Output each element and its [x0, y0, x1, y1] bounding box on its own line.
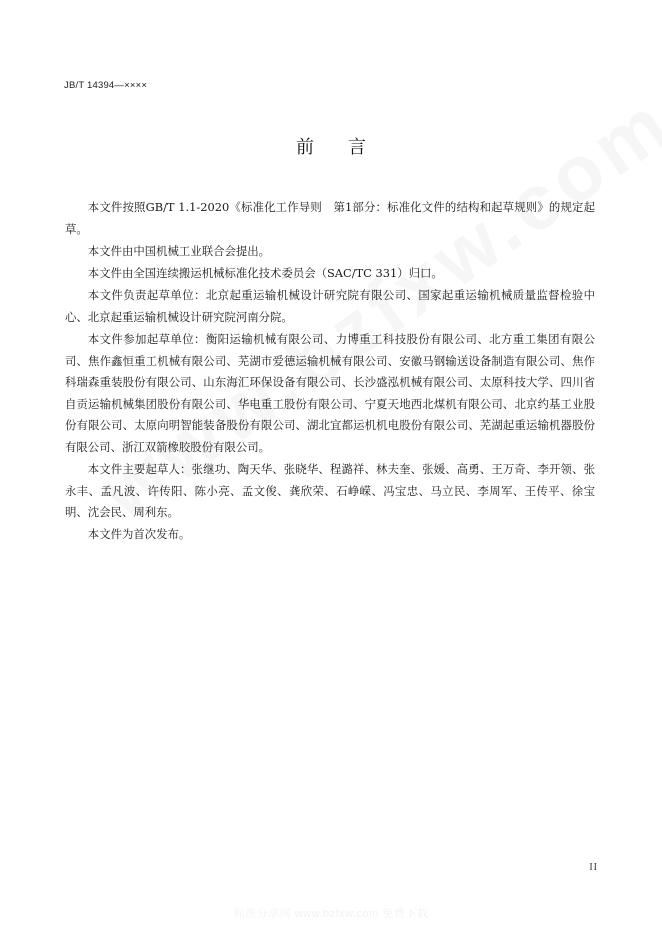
paragraph-responsible-drafters: 本文件负责起草单位：北京起重运输机械设计研究院有限公司、国家起重运输机械质量监督检验中心、北京起重运输机械设计研究院河南分院。: [65, 288, 595, 324]
foreword-body: [65, 197, 595, 547]
document-code: JB/T 14394—××××: [64, 80, 148, 91]
page-title: 前言: [296, 137, 400, 158]
paragraph-participating-drafters: 本文件参加起草单位：衡阳运输机械有限公司、力博重工科技股份有限公司、北方重工集团有限公司、焦作鑫恒重工机械有限公司、芜湖市爱德运输机械有限公司、安徽马钢输送设备制造有限公司、焦作科瑞森重装股份有限公司、山东海汇环保设备有限公司、长沙盛泓机械有限公司、太原科技大学、四川省自贡运输机械集团股份有限公司、华电重工股份有限公司、宁夏天地西北煤机有限公司、北京约基工业股份有限公司、太原向明智能装备股份有限公司、湖北宜都运机机电股份有限公司、芜湖起重运输机器股份有限公司、浙江双箭橡胶股份有限公司。: [65, 331, 595, 454]
footer-watermark: 标准分享网 www.bzfxw.com 免费下载: [233, 908, 429, 920]
paragraph-drafting-rules: 本文件按照GB/T 1.1-2020《标准化工作导则 第1部分：标准化文件的结构和起草规则》的规定起草。: [65, 200, 595, 236]
paragraph-first-release: 本文件为首次发布。: [87, 527, 191, 542]
paragraph-under-jurisdiction: 本文件由全国连续搬运机械标准化技术委员会（SAC/TC 331）归口。: [87, 265, 443, 280]
paragraph-proposed-by: 本文件由中国机械工业联合会提出。: [87, 243, 271, 258]
paragraph-main-drafters: 本文件主要起草人：张继功、陶天华、张晓华、程潞祥、林夫奎、张媛、高勇、王万奇、李开领、张永丰、孟凡波、许传阳、陈小亮、孟文俊、龚欣荣、石峥嵘、冯宝忠、马立民、李周军、王传平、徐宝明、沈会民、周利东。: [65, 462, 595, 520]
page-number: II: [589, 862, 598, 873]
